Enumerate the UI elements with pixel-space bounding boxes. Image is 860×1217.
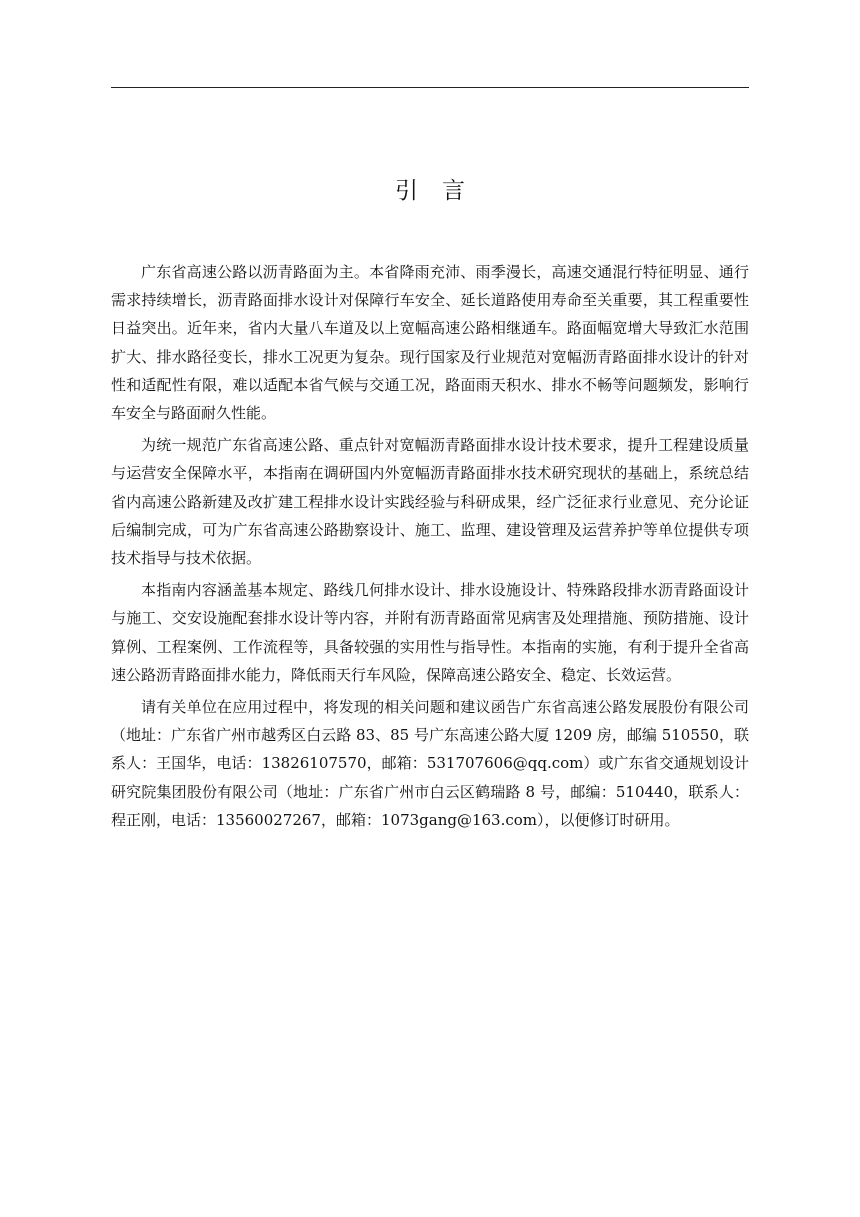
header-rule <box>111 87 749 88</box>
body-text <box>111 258 749 838</box>
paragraph-contact: 请有关单位在应用过程中，将发现的相关问题和建议函告广东省高速公路发展股份有限公司（地址：广东省广州市越秀区白云路 83、85 号广东高速公路大厦 1209 房，邮编 510550，联系人：王国华，电话：13826107570，邮箱：531707606@qq.com）或广东省交通规划设计研究院集团股份有限公司（地址：广东省广州市白云区鹤瑞路 8 号，邮编：510440，联系人：程正刚，电话：13560027267，邮箱：1073gang@163.com），以便修订时研用。 <box>111 698 749 829</box>
page-title: 引言 <box>395 178 489 204</box>
paragraph-purpose: 为统一规范广东省高速公路、重点针对宽幅沥青路面排水设计技术要求，提升工程建设质量与运营安全保障水平，本指南在调研国内外宽幅沥青路面排水技术研究现状的基础上，系统总结省内高速公路新建及改扩建工程排水设计实践经验与科研成果，经广泛征求行业意见、充分论证后编制完成，可为广东省高速公路勘察设计、施工、监理、建设管理及运营养护等单位提供专项技术指导与技术依据。 <box>111 436 749 568</box>
paragraph-intro-background: 广东省高速公路以沥青路面为主。本省降雨充沛、雨季漫长，高速交通混行特征明显、通行需求持续增长，沥青路面排水设计对保障行车安全、延长道路使用寿命至关重要，其工程重要性日益突出。近年来，省内大量八车道及以上宽幅高速公路相继通车。路面幅宽增大导致汇水范围扩大、排水路径变长，排水工况更为复杂。现行国家及行业规范对宽幅沥青路面排水设计的针对性和适配性有限，难以适配本省气候与交通工况，路面雨天积水、排水不畅等问题频发，影响行车安全与路面耐久性能。 <box>111 263 749 423</box>
paragraph-scope: 本指南内容涵盖基本规定、路线几何排水设计、排水设施设计、特殊路段排水沥青路面设计与施工、交安设施配套排水设计等内容，并附有沥青路面常见病害及处理措施、预防措施、设计算例、工程案例、工作流程等，具备较强的实用性与指导性。本指南的实施，有利于提升全省高速公路沥青路面排水能力，降低雨天行车风险，保障高速公路安全、稳定、长效运营。 <box>111 581 749 684</box>
